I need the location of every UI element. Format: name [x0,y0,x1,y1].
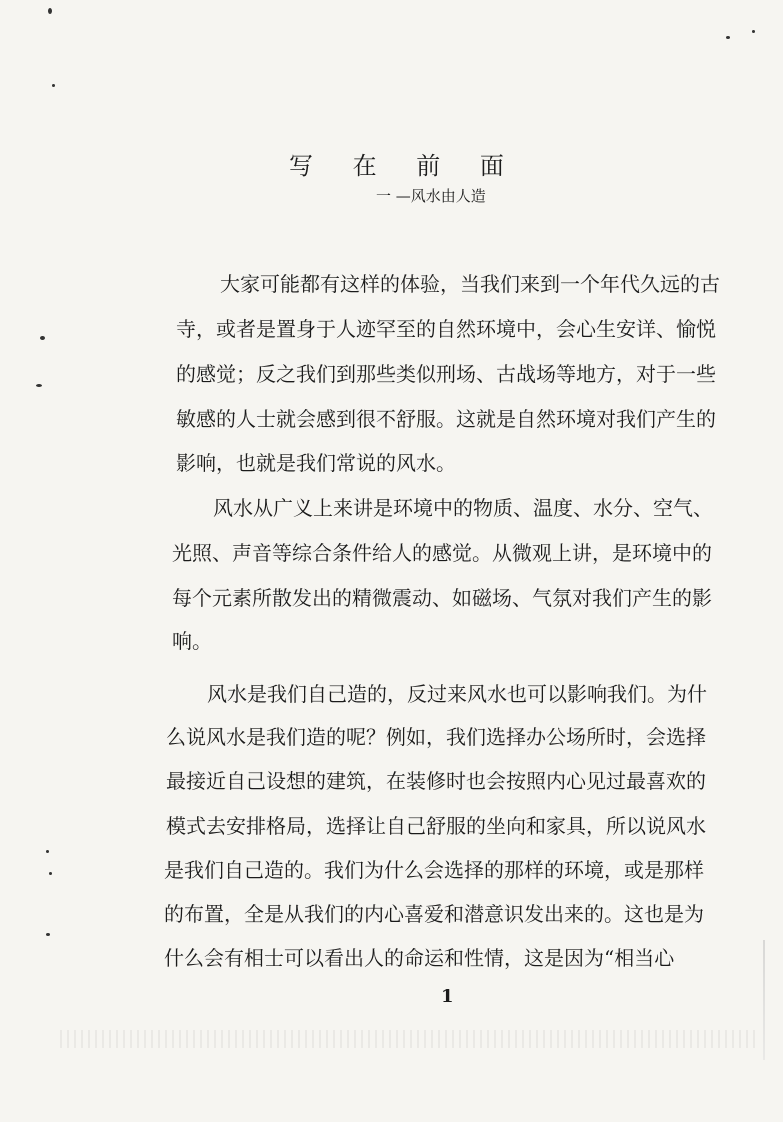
scan-speck [46,850,49,853]
scan-edge-artifact [763,940,765,1060]
scan-speck [46,933,50,936]
text-line: 风水从广义上来讲是环境中的物质、温度、水分、空气、 [213,496,713,520]
text-line: 模式去安排格局，选择让自己舒服的坐向和家具，所以说风水 [166,814,706,838]
text-line: 影响，也就是我们常说的风水。 [176,451,456,475]
scan-speck [40,336,45,340]
scan-speck [726,36,730,39]
page-number: 1 [441,986,454,1007]
text-line: 光照、声音等综合条件给人的感觉。从微观上讲，是环境中的 [172,541,712,565]
text-line: 大家可能都有这样的体验，当我们来到一个年代久远的古 [220,272,720,296]
page-title: 写 在 前 面 [289,152,520,180]
text-line: 响。 [172,629,212,653]
text-line: 最接近自己设想的建筑，在装修时也会按照内心见过最喜欢的 [166,769,706,793]
scan-speck [752,30,755,33]
text-line: 的布置，全是从我们的内心喜爱和潜意识发出来的。这也是为 [164,902,704,926]
scan-speck [48,8,52,14]
text-line: 风水是我们自己造的，反过来风水也可以影响我们。为什 [207,682,707,706]
text-line: 寺，或者是置身于人迹罕至的自然环境中，会心生安详、愉悦 [176,317,716,341]
text-line: 什么会有相士可以看出人的命运和性情，这是因为“相当心 [164,946,675,970]
text-line: 的感觉；反之我们到那些类似刑场、古战场等地方，对于一些 [176,362,716,386]
page-subtitle: 一 —风水由人造 [376,187,486,205]
text-line: 敏感的人士就会感到很不舒服。这就是自然环境对我们产生的 [176,407,716,431]
scan-noise-band [60,1030,760,1048]
text-line: 么说风水是我们造的呢？例如，我们选择办公场所时，会选择 [166,725,706,749]
text-line: 每个元素所散发出的精微震动、如磁场、气氛对我们产生的影 [172,586,712,610]
scan-speck [36,384,42,387]
scan-speck [49,872,52,875]
text-line: 是我们自己造的。我们为什么会选择的那样的环境，或是那样 [164,858,704,882]
scan-speck [52,84,55,87]
